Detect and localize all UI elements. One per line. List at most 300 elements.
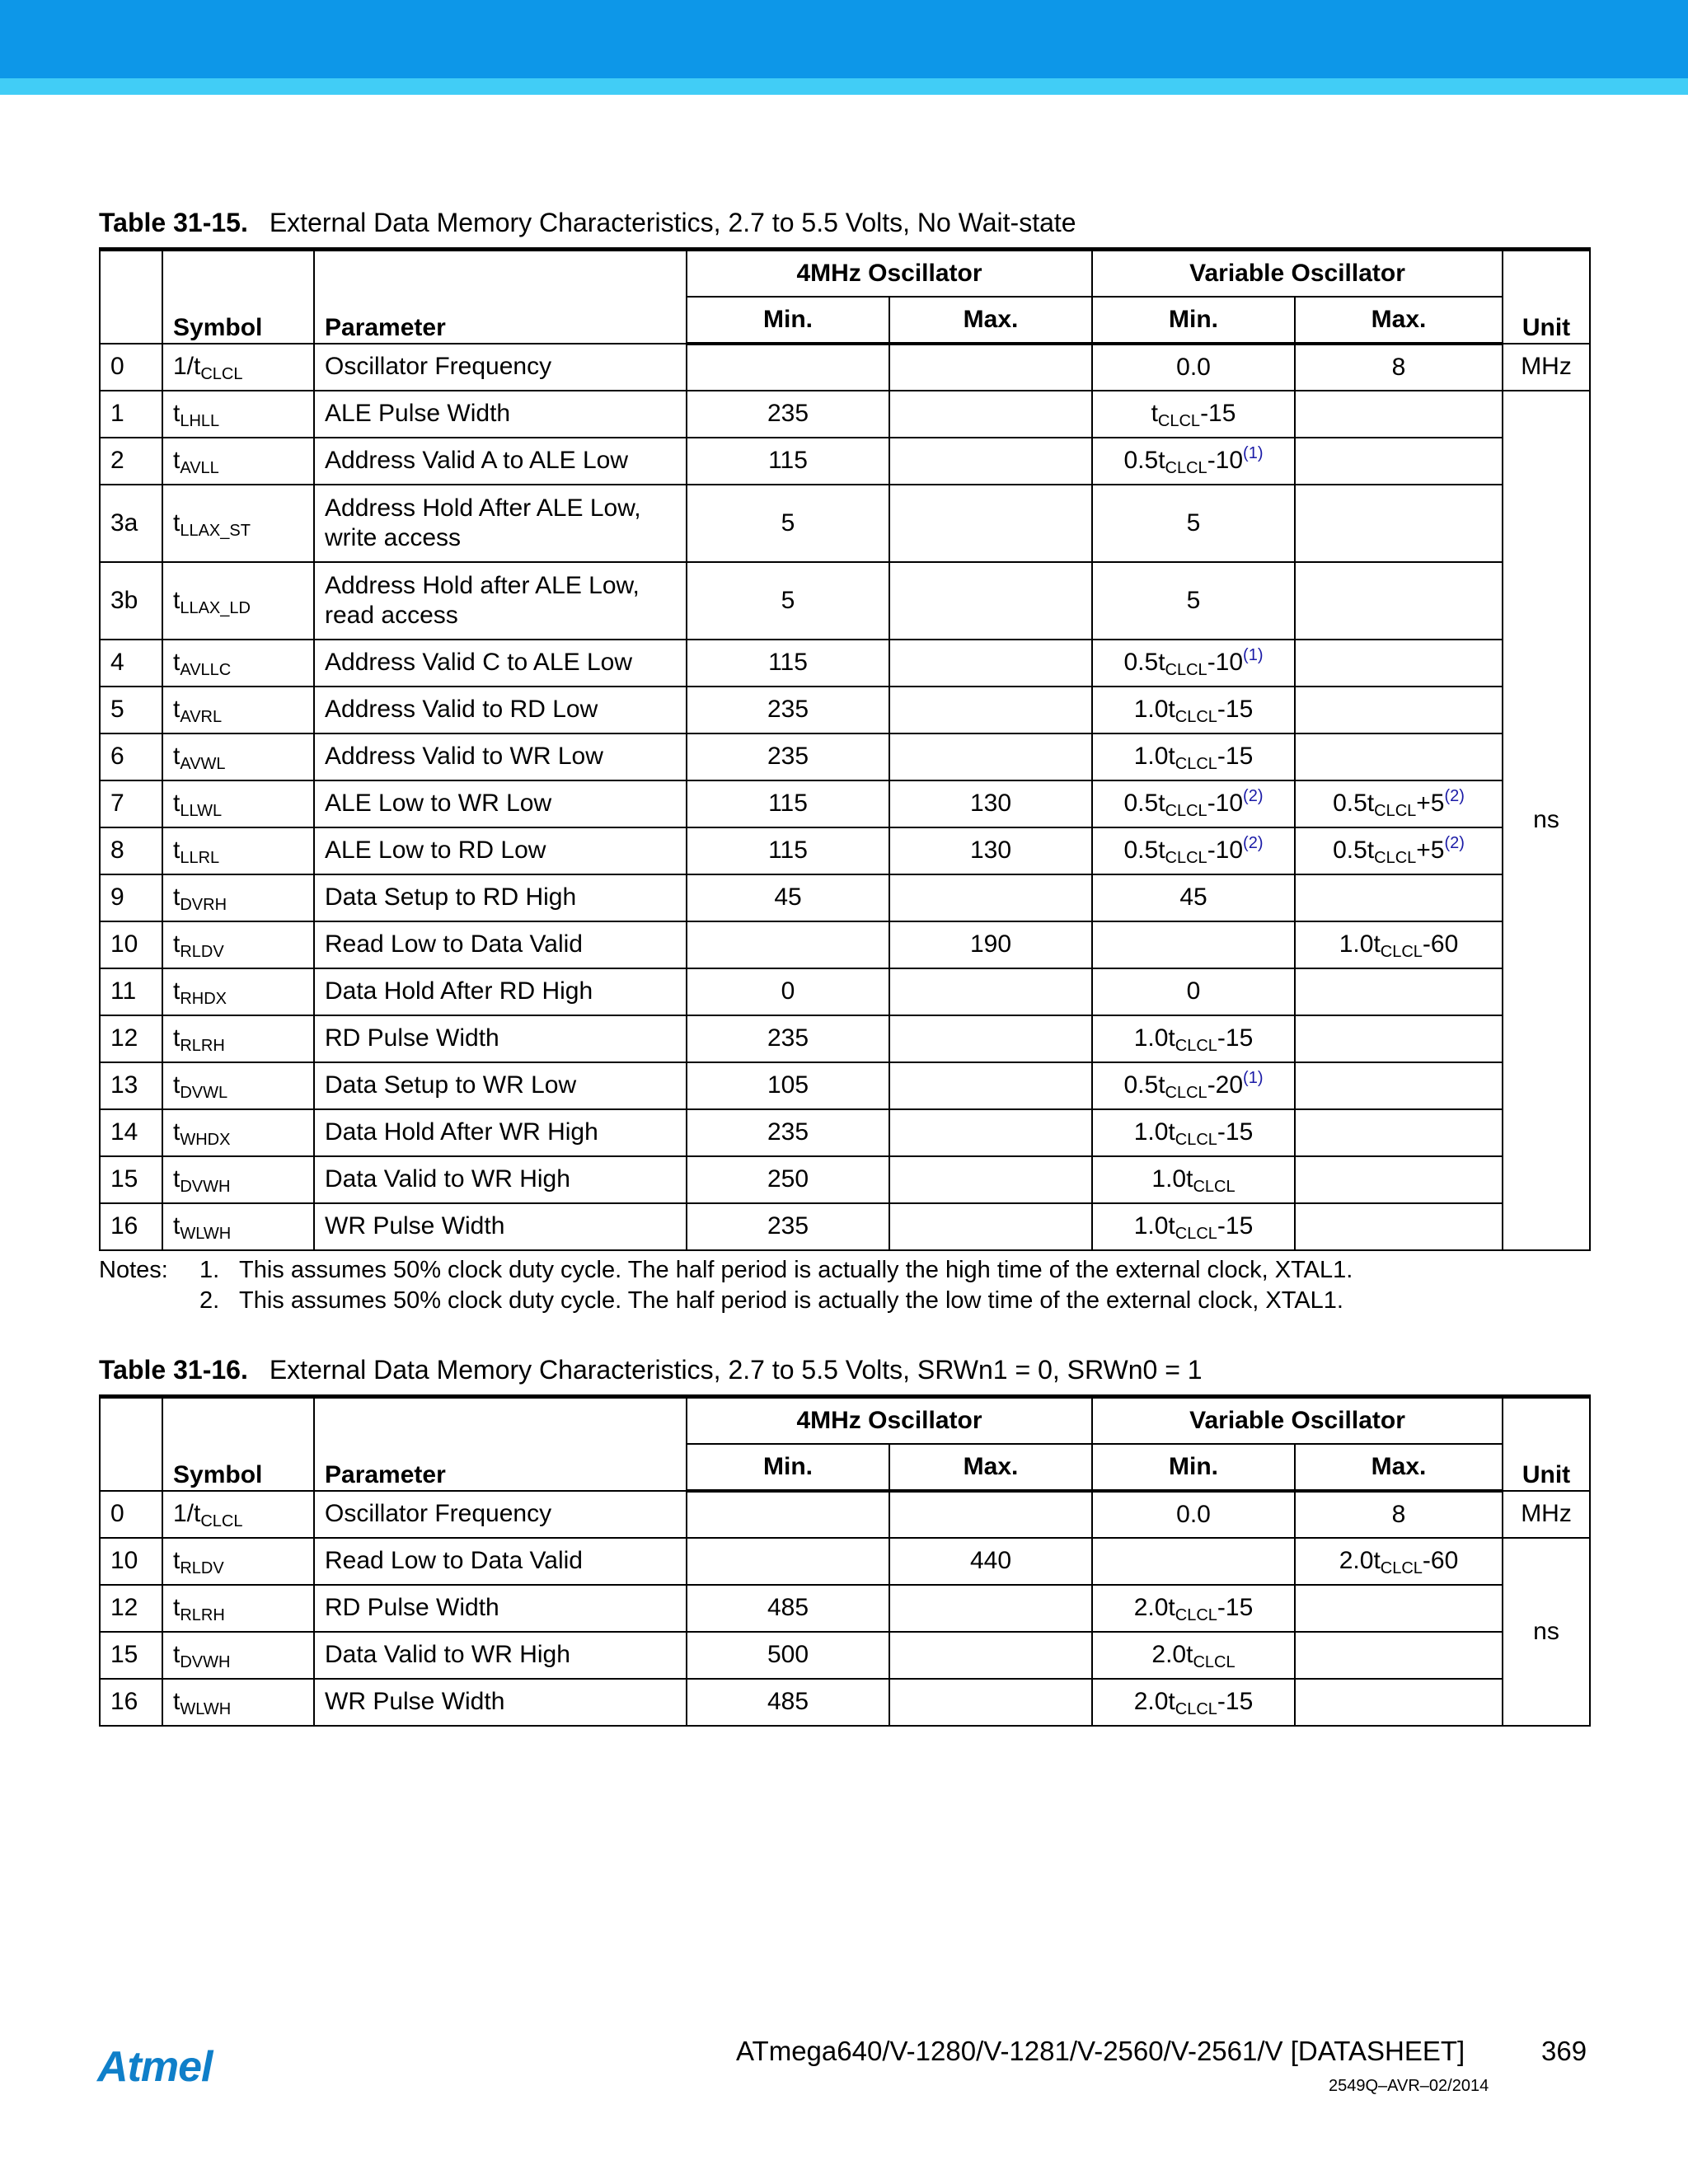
symbol-base: t [173,883,181,911]
row-number: 15 [100,1632,162,1679]
symbol-cell [162,1632,314,1679]
symbol-subscript: RLRH [180,1037,225,1055]
parameter-cell [314,968,687,1015]
min-4mhz-cell [687,344,889,391]
value-prefix: 0.5t [1123,837,1165,864]
value-suffix: -10 [1207,447,1244,474]
value-suffix: -10 [1207,649,1244,676]
value-prefix: 1.0t [1339,930,1381,958]
max-variable-cell [1295,921,1503,968]
parameter-cell [314,344,687,391]
symbol-base: t [173,930,181,958]
row-number: 16 [100,1679,162,1726]
table-row [100,874,1590,921]
table-row [100,344,1590,391]
symbol-subscript: RLDV [180,943,224,961]
value-subscript: CLCL [1157,412,1201,430]
table1-no-header [100,250,162,344]
parameter-text: Data Setup to RD High [325,883,577,911]
footnote-ref: (2) [1444,787,1465,805]
table-row [100,562,1590,640]
min-4mhz-cell [687,1491,889,1538]
min-4mhz-cell: 115 [687,780,889,827]
value-prefix: 1.0t [1133,743,1175,770]
value-suffix: -20 [1207,1071,1244,1099]
min-variable-cell [1092,827,1295,874]
min-4mhz-cell: 235 [687,1109,889,1156]
unit-cell: MHz [1503,1491,1590,1538]
parameter-text: ALE Pulse Width [325,400,511,427]
value-suffix: -15 [1217,1594,1254,1621]
parameter-cell [314,1538,687,1585]
max-variable-cell [1295,1203,1503,1250]
value-suffix: -60 [1422,930,1459,958]
unit-cell: MHz [1503,344,1590,391]
max-4mhz-cell [889,687,1092,733]
footnote-ref: (1) [1243,444,1264,462]
parameter-text: Address Valid to WR Low [325,743,603,770]
max-4mhz-cell [889,391,1092,438]
parameter-cell [314,687,687,733]
parameter-cell [314,1203,687,1250]
footnote-ref: (1) [1243,646,1264,664]
min-4mhz-cell: 45 [687,874,889,921]
symbol-base: t [173,1594,181,1621]
document-code: 2549Q–AVR–02/2014 [1329,2077,1489,2095]
value-prefix: 2.0t [1339,1547,1381,1574]
value-subscript: CLCL [1175,1700,1217,1718]
table-row [100,1491,1590,1538]
value-prefix: 1.0t [1133,696,1175,723]
min-variable-cell [1092,1491,1295,1538]
table-row [100,1203,1590,1250]
max-4mhz-cell [889,344,1092,391]
symbol-cell [162,733,314,780]
max-4mhz-cell [889,1062,1092,1109]
value-suffix: -15 [1217,1118,1254,1146]
row-number: 1 [100,391,162,438]
symbol-cell [162,921,314,968]
max-4mhz-cell [889,1585,1092,1632]
max-4mhz-cell [889,1632,1092,1679]
min-4mhz-cell: 5 [687,562,889,640]
table1-4mhz-max-header: Max. [889,297,1092,344]
max-variable-cell [1295,1015,1503,1062]
min-4mhz-cell: 235 [687,733,889,780]
max-variable-cell [1295,687,1503,733]
max-variable-cell [1295,1062,1503,1109]
symbol-cell [162,874,314,921]
min-4mhz-cell: 105 [687,1062,889,1109]
value-prefix: 1.0t [1133,1024,1175,1052]
row-number: 12 [100,1585,162,1632]
parameter-cell [314,780,687,827]
symbol-cell [162,438,314,485]
value-subscript: CLCL [1165,661,1207,679]
value-suffix: -15 [1217,696,1254,723]
max-4mhz-cell [889,438,1092,485]
parameter-text: Address Hold After ALE Low, [325,494,641,522]
parameter-cell [314,1585,687,1632]
footer-title: ATmega640/V-1280/V-1281/V-2560/V-2561/V [DATASHEET] [736,2036,1465,2066]
min-4mhz-cell [687,921,889,968]
value-suffix: +5 [1416,790,1445,817]
table1-number: Table 31-15. [99,208,248,237]
min-4mhz-cell: 115 [687,640,889,687]
value-subscript: CLCL [1380,943,1423,961]
parameter-text: Address Valid A to ALE Low [325,447,629,474]
table1-caption [99,208,1076,238]
table2 [99,1394,1591,1727]
max-4mhz-cell [889,874,1092,921]
table-row [100,921,1590,968]
parameter-text: Data Valid to WR High [325,1641,570,1668]
max-4mhz-cell [889,1679,1092,1726]
value-prefix: 2.0t [1133,1594,1175,1621]
max-variable-cell [1295,485,1503,562]
symbol-subscript: LLAX_LD [180,598,251,617]
symbol-cell [162,344,314,391]
symbol-base: t [173,1071,181,1099]
row-number: 4 [100,640,162,687]
header-stripe [0,78,1688,95]
value-prefix: 2.0t [1133,1688,1175,1715]
table-row [100,1632,1590,1679]
value-text: 0 [1186,977,1201,1005]
max-variable-cell [1295,1632,1503,1679]
symbol-subscript: DVWL [180,1084,228,1102]
max-4mhz-cell [889,562,1092,640]
symbol-subscript: WLWH [180,1225,232,1243]
parameter-cell [314,640,687,687]
parameter-text: ALE Low to RD Low [325,837,546,864]
unit-cell: ns [1503,391,1590,1250]
table-row [100,1585,1590,1632]
symbol-base: t [173,509,181,537]
parameter-cell [314,733,687,780]
symbol-base: t [173,1165,181,1193]
symbol-subscript: DVWH [180,1653,231,1671]
table2-4mhz-max-header: Max. [889,1444,1092,1491]
value-subscript: CLCL [1175,1131,1217,1149]
max-variable-cell [1295,640,1503,687]
symbol-cell [162,827,314,874]
parameter-text: WR Pulse Width [325,1212,505,1240]
symbol-base: t [173,586,181,614]
symbol-base: t [173,790,181,817]
table1 [99,247,1591,1251]
symbol-subscript: DVRH [180,896,227,914]
value-suffix: -15 [1217,1212,1254,1240]
table-row [100,485,1590,562]
parameter-text: Data Setup to WR Low [325,1071,577,1099]
min-4mhz-cell: 500 [687,1632,889,1679]
symbol-cell [162,1109,314,1156]
symbol-cell [162,1062,314,1109]
max-variable-cell [1295,733,1503,780]
symbol-base: t [173,837,181,864]
row-number: 10 [100,1538,162,1585]
parameter-text-line2: write access [325,523,462,551]
symbol-base: t [173,1024,181,1052]
row-number: 9 [100,874,162,921]
max-4mhz-cell: 440 [889,1538,1092,1585]
max-4mhz-cell [889,485,1092,562]
row-number: 0 [100,344,162,391]
parameter-text: Address Valid to RD Low [325,696,598,723]
table2-4mhz-min-header: Min. [687,1444,889,1491]
value-suffix: -60 [1422,1547,1459,1574]
symbol-subscript: WLWH [180,1700,232,1718]
parameter-cell [314,1632,687,1679]
value-subscript: CLCL [1175,708,1217,726]
value-prefix: t [1151,400,1158,427]
table1-unit-header: Unit [1503,250,1590,344]
parameter-cell [314,1109,687,1156]
value-prefix: 1.0t [1151,1165,1193,1193]
value-subscript: CLCL [1165,459,1207,477]
symbol-cell [162,1538,314,1585]
value-text: 0.0 [1176,353,1211,381]
min-4mhz-cell: 485 [687,1679,889,1726]
symbol-base: t [173,1118,181,1146]
min-variable-cell [1092,1203,1295,1250]
symbol-subscript: RHDX [180,990,227,1008]
value-subscript: CLCL [1165,1084,1207,1102]
symbol-subscript: AVLLC [180,661,232,679]
table-row [100,968,1590,1015]
table2-parameter-header: Parameter [314,1397,687,1491]
parameter-text: ALE Low to WR Low [325,790,552,817]
note-number: 2. [199,1287,220,1314]
symbol-subscript: CLCL [200,365,243,383]
max-4mhz-cell [889,1109,1092,1156]
min-4mhz-cell: 250 [687,1156,889,1203]
table2-title: External Data Memory Characteristics, 2.7 to 5.5 Volts, SRWn1 = 0, SRWn0 = 1 [269,1355,1203,1385]
value-suffix: -15 [1217,1024,1254,1052]
min-4mhz-cell: 235 [687,1203,889,1250]
page-number: 369 [1541,2036,1587,2066]
value-subscript: CLCL [1193,1178,1236,1196]
symbol-subscript: LLRL [180,849,220,867]
parameter-text: Oscillator Frequency [325,353,552,380]
max-4mhz-cell [889,1156,1092,1203]
max-4mhz-cell [889,733,1092,780]
min-variable-cell [1092,733,1295,780]
table-row [100,1156,1590,1203]
footnote-ref: (2) [1243,834,1264,852]
table2-unit-header: Unit [1503,1397,1590,1491]
row-number: 14 [100,1109,162,1156]
min-variable-cell [1092,687,1295,733]
row-number: 11 [100,968,162,1015]
value-text: 0.0 [1176,1500,1211,1528]
max-variable-cell [1295,391,1503,438]
parameter-cell [314,1015,687,1062]
value-subscript: CLCL [1175,755,1217,773]
symbol-subscript: LHLL [180,412,220,430]
row-number: 15 [100,1156,162,1203]
table-row [100,827,1590,874]
value-subscript: CLCL [1175,1606,1217,1624]
max-4mhz-cell: 190 [889,921,1092,968]
symbol-base: t [173,1547,181,1574]
table1-4mhz-min-header: Min. [687,297,889,344]
parameter-text: Address Valid C to ALE Low [325,649,632,676]
max-variable-cell [1295,1538,1503,1585]
value-suffix: -15 [1217,1688,1254,1715]
table1-title: External Data Memory Characteristics, 2.7 to 5.5 Volts, No Wait-state [269,208,1076,237]
value-subscript: CLCL [1374,802,1417,820]
max-variable-cell [1295,968,1503,1015]
table-row [100,640,1590,687]
table2-symbol-header: Symbol [162,1397,314,1491]
table1-variable-header: Variable Oscillator [1092,250,1503,297]
min-variable-cell [1092,1062,1295,1109]
max-variable-cell [1295,1585,1503,1632]
max-4mhz-cell: 130 [889,780,1092,827]
min-variable-cell [1092,874,1295,921]
symbol-base: t [173,1641,181,1668]
parameter-cell [314,485,687,562]
min-4mhz-cell: 485 [687,1585,889,1632]
parameter-cell [314,1491,687,1538]
value-subscript: CLCL [1165,849,1207,867]
table1-parameter-header: Parameter [314,250,687,344]
note-number: 1. [199,1257,220,1283]
footnote-ref: (2) [1444,834,1465,852]
note-text: This assumes 50% clock duty cycle. The half period is actually the high time of the external clock, XTAL1. [239,1257,1353,1283]
parameter-text: Data Hold After WR High [325,1118,598,1146]
value-prefix: 1.0t [1133,1118,1175,1146]
table2-no-header [100,1397,162,1491]
min-variable-cell [1092,391,1295,438]
min-variable-cell [1092,438,1295,485]
table1-notes [99,1255,1353,1316]
min-4mhz-cell: 235 [687,391,889,438]
symbol-subscript: RLDV [180,1559,224,1577]
min-variable-cell [1092,640,1295,687]
symbol-cell [162,562,314,640]
table1-body [100,344,1590,1250]
table-row [100,391,1590,438]
table-row [100,1015,1590,1062]
parameter-cell [314,391,687,438]
footnote-ref: (1) [1243,1069,1264,1087]
value-subscript: CLCL [1380,1559,1423,1577]
row-number: 2 [100,438,162,485]
symbol-cell [162,1491,314,1538]
table1-4mhz-header: 4MHz Oscillator [687,250,1092,297]
value-text: 45 [1179,883,1207,911]
table-row [100,1538,1590,1585]
value-suffix: -15 [1200,400,1236,427]
max-4mhz-cell [889,1015,1092,1062]
max-variable-cell [1295,1679,1503,1726]
table-row [100,438,1590,485]
value-subscript: CLCL [1175,1225,1217,1243]
parameter-text: RD Pulse Width [325,1024,499,1052]
row-number: 8 [100,827,162,874]
table2-variable-header: Variable Oscillator [1092,1397,1503,1444]
value-subscript: CLCL [1374,849,1417,867]
row-number: 10 [100,921,162,968]
table-row [100,1062,1590,1109]
row-number: 0 [100,1491,162,1538]
row-number: 12 [100,1015,162,1062]
value-prefix: 0.5t [1123,447,1165,474]
symbol-cell [162,1585,314,1632]
row-number: 16 [100,1203,162,1250]
table2-number: Table 31-16. [99,1355,248,1385]
symbol-subscript: WHDX [180,1131,231,1149]
min-variable-cell [1092,344,1295,391]
symbol-subscript: RLRH [180,1606,225,1624]
max-4mhz-cell: 130 [889,827,1092,874]
symbol-base: 1/t [173,353,201,380]
unit-cell: ns [1503,1538,1590,1726]
min-4mhz-cell: 115 [687,827,889,874]
parameter-cell [314,921,687,968]
min-variable-cell [1092,1538,1295,1585]
footnote-ref: (2) [1243,787,1264,805]
symbol-cell [162,1203,314,1250]
min-variable-cell [1092,1109,1295,1156]
symbol-cell [162,1015,314,1062]
parameter-cell [314,1062,687,1109]
symbol-base: 1/t [173,1500,201,1527]
symbol-base: t [173,447,181,474]
min-4mhz-cell: 235 [687,687,889,733]
symbol-cell [162,968,314,1015]
symbol-cell [162,485,314,562]
value-text: 5 [1186,586,1201,614]
min-variable-cell [1092,485,1295,562]
max-4mhz-cell [889,640,1092,687]
parameter-cell [314,562,687,640]
symbol-base: t [173,977,181,1005]
atmel-logo: Atmel [97,2043,213,2091]
symbol-base: t [173,743,181,770]
max-variable-cell [1295,874,1503,921]
max-variable-cell [1295,344,1503,391]
table-row [100,780,1590,827]
symbol-cell [162,391,314,438]
value-text: 8 [1391,353,1406,381]
symbol-base: t [173,649,181,676]
symbol-subscript: LLWL [180,802,223,820]
symbol-cell [162,780,314,827]
table-row [100,733,1590,780]
min-variable-cell [1092,1679,1295,1726]
table2-var-min-header: Min. [1092,1444,1295,1491]
max-variable-cell [1295,780,1503,827]
parameter-text: Oscillator Frequency [325,1500,552,1527]
parameter-text: Read Low to Data Valid [325,930,583,958]
value-suffix: +5 [1416,837,1445,864]
min-variable-cell [1092,780,1295,827]
value-text: 5 [1186,509,1201,537]
parameter-cell [314,438,687,485]
symbol-subscript: CLCL [200,1512,243,1530]
value-prefix: 0.5t [1123,649,1165,676]
min-variable-cell [1092,1585,1295,1632]
value-prefix: 0.5t [1123,790,1165,817]
notes-label: Notes: [99,1257,168,1283]
table-row [100,1679,1590,1726]
min-variable-cell [1092,968,1295,1015]
min-variable-cell [1092,1156,1295,1203]
